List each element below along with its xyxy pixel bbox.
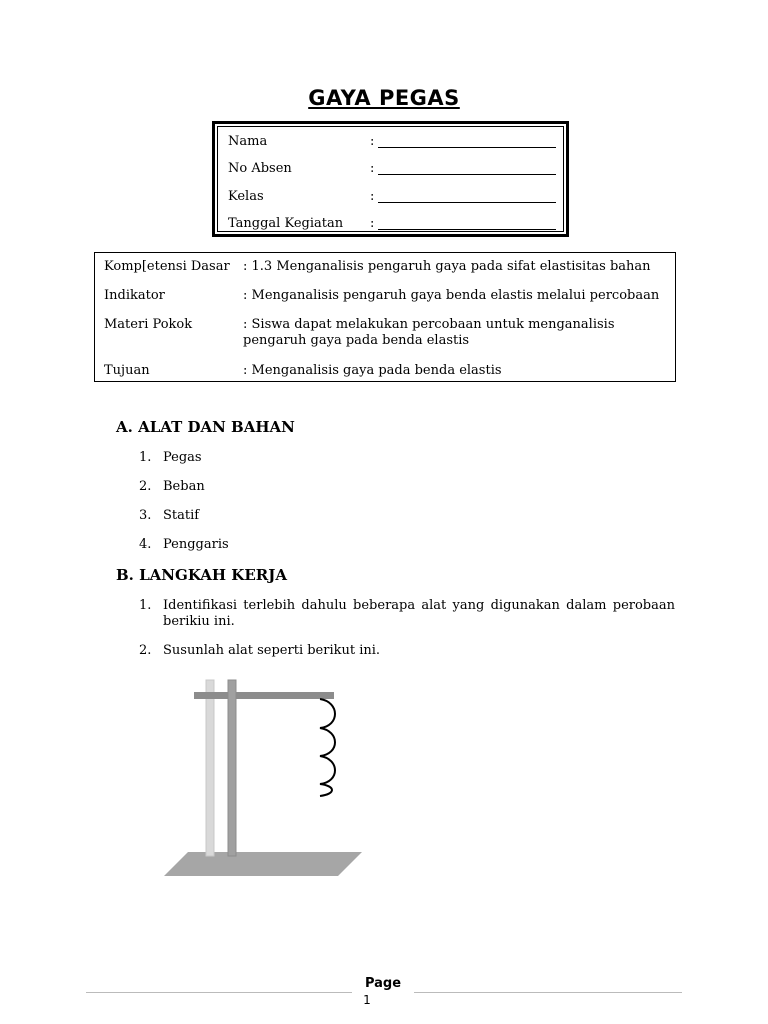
list-number: 1. <box>139 598 152 613</box>
footer-divider <box>86 992 352 993</box>
info-label: Indikator <box>104 288 165 303</box>
list-number: 2. <box>139 643 152 658</box>
identity-label: No Absen <box>228 161 292 176</box>
kelas-field[interactable] <box>378 202 556 203</box>
info-value: : Menganalisis gaya pada benda elastis <box>243 363 502 378</box>
spring-stand-icon <box>160 674 366 880</box>
page-title: GAYA PEGAS <box>308 86 460 110</box>
list-text: Penggaris <box>163 537 229 552</box>
list-number: 3. <box>139 508 152 523</box>
info-value: : Menganalisis pengaruh gaya benda elastis melalui percobaan <box>243 288 660 303</box>
identity-colon: : <box>370 161 375 176</box>
section-b-heading: B. LANGKAH KERJA <box>116 566 287 584</box>
identity-label: Kelas <box>228 189 264 204</box>
list-text: Pegas <box>163 450 202 465</box>
no-absen-field[interactable] <box>378 174 556 175</box>
stand-pole <box>206 680 214 856</box>
identity-label: Tanggal Kegiatan <box>228 216 344 231</box>
section-a-heading: A. ALAT DAN BAHAN <box>116 418 295 436</box>
footer-page-number: 1 <box>363 993 371 1007</box>
spring <box>320 699 335 796</box>
identity-colon: : <box>370 216 375 231</box>
identity-label: Nama <box>228 134 268 149</box>
info-label: Tujuan <box>104 363 150 378</box>
tanggal-kegiatan-field[interactable] <box>378 229 556 230</box>
list-text: Statif <box>163 508 200 523</box>
list-number: 1. <box>139 450 152 465</box>
list-text: Beban <box>163 479 205 494</box>
list-text: Identifikasi terlebih dahulu beberapa alat yang digunakan dalam perobaan berikiu ini. <box>163 598 675 629</box>
list-number: 4. <box>139 537 152 552</box>
competency-table <box>94 252 676 382</box>
list-text: Susunlah alat seperti berikut ini. <box>163 643 381 658</box>
footer-page-label: Page <box>364 976 402 991</box>
info-label: Materi Pokok <box>104 317 193 332</box>
base-plate <box>164 852 362 876</box>
info-value: : Siswa dapat melakukan percobaan untuk menganalisis pengaruh gaya pada benda elastis <box>243 317 615 348</box>
identity-box <box>214 123 567 235</box>
list-number: 2. <box>139 479 152 494</box>
identity-colon: : <box>370 189 375 204</box>
footer-divider <box>414 992 682 993</box>
info-value: : 1.3 Menganalisis pengaruh gaya pada sifat elastisitas bahan <box>243 259 651 274</box>
info-label: Komp[etensi Dasar <box>104 259 230 274</box>
nama-field[interactable] <box>378 147 556 148</box>
stand-pole <box>228 680 236 856</box>
stand-arm <box>194 692 334 699</box>
identity-colon: : <box>370 134 375 149</box>
